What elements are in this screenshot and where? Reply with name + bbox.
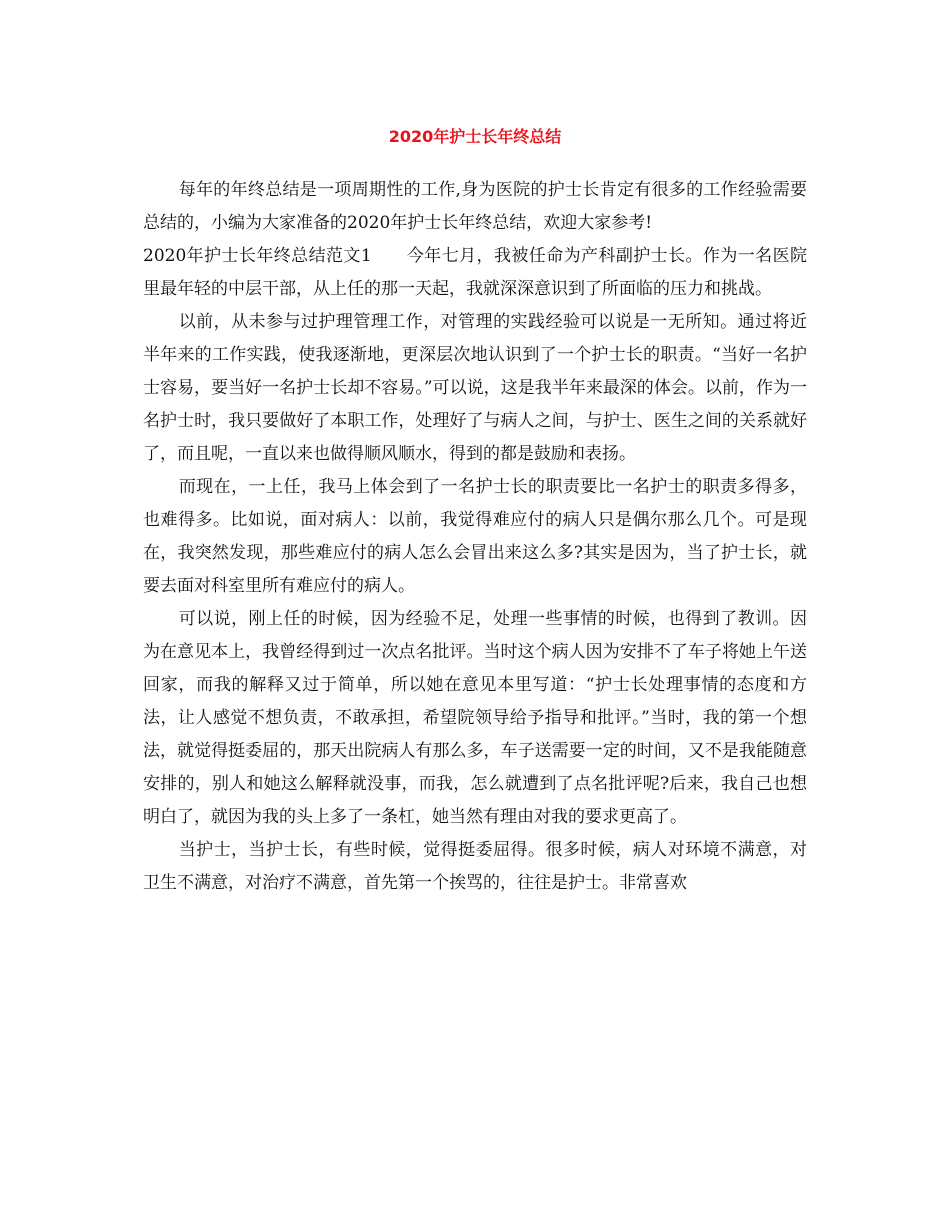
paragraph-grievance: 当护士，当护士长，有些时候，觉得挺委屈得。很多时候，病人对环境不满意，对卫生不满意，对治疗不满意，首先第一个挨骂的，往往是护士。非常喜欢 — [143, 840, 807, 893]
paragraph-sample-1: 2020年护士长年终总结范文1 今年七月，我被任命为产科副护士长。作为一名医院里最年轻的中层干部，从上任的那一天起，我就深深意识到了所面临的压力和挑战。 — [143, 246, 807, 299]
paragraph-past-experience: 以前，从未参与过护理管理工作，对管理的实践经验可以说是一无所知。通过将近半年来的工作实践，使我逐渐地，更深层次地认识到了一个护士长的职责。“当好一名护士容易，要当好一名护士长却不容易。”可以说，这是我半年来最深的体会。以前，作为一名护士时，我只要做好了本职工作，处理好了与病人之间，与护士、医生之间的关系就好了，而且呢，一直以来也做得顺风顺水，得到的都是鼓励和表扬。 — [143, 312, 807, 464]
paragraph-intro: 每年的年终总结是一项周期性的工作,身为医院的护士长肯定有很多的工作经验需要总结的，小编为大家准备的2020年护士长年终总结，欢迎大家参考! — [143, 180, 807, 233]
document-body — [143, 174, 807, 900]
paragraph-lesson: 可以说，刚上任的时候，因为经验不足，处理一些事情的时候，也得到了教训。因为在意见本上，我曾经得到过一次点名批评。当时这个病人因为安排不了车子将她上午送回家，而我的解释又过于简单，所以她在意见本里写道：“护士长处理事情的态度和方法，让人感觉不想负责，不敢承担，希望院领导给予指导和批评。”当时，我的第一个想法，就觉得挺委屈的，那天出院病人有那么多，车子送需要一定的时间，又不是我能随意安排的，别人和她这么解释就没事，而我，怎么就遭到了点名批评呢?后来，我自己也想明白了，就因为我的头上多了一条杠，她当然有理由对我的要求更高了。 — [143, 609, 807, 827]
paragraph-new-duties: 而现在，一上任，我马上体会到了一名护士长的职责要比一名护士的职责多得多，也难得多。比如说，面对病人：以前，我觉得难应付的病人只是偶尔那么几个。可是现在，我突然发现，那些难应付的病人怎么会冒出来这么多?其实是因为，当了护士长，就要去面对科室里所有难应付的病人。 — [143, 477, 807, 596]
document-title: 2020年护士长年终总结 — [388, 127, 562, 146]
